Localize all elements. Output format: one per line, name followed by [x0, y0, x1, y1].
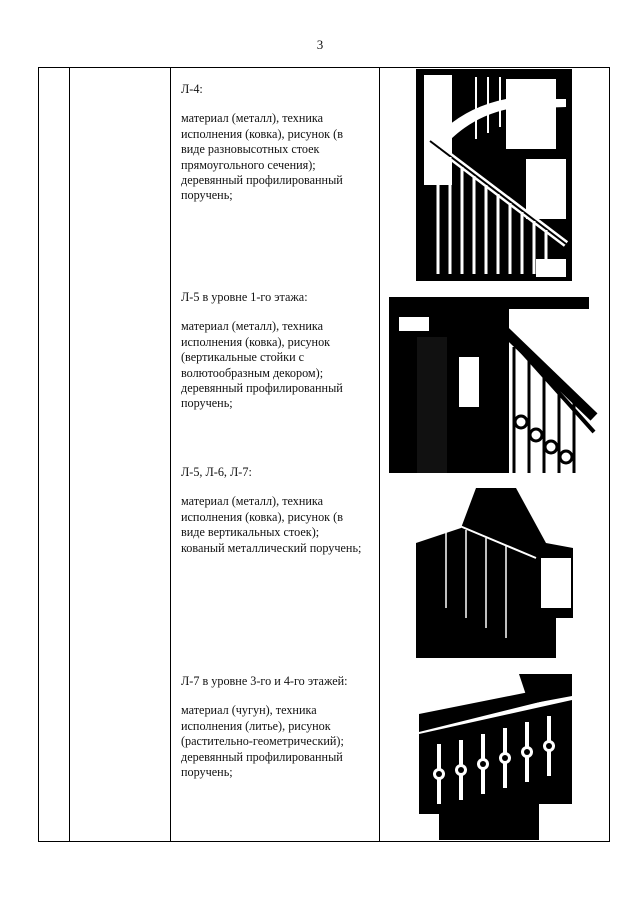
staircase-railing-photo: [389, 297, 598, 473]
description-line: материал (металл), техника: [181, 111, 324, 126]
railing-entry-l5-floor1: [181, 290, 374, 412]
railing-entry-l5-l6-l7: [181, 465, 374, 556]
staircase-railing-photo: [416, 488, 573, 658]
entry-label: Л-4:: [181, 82, 203, 96]
railing-entry-l4: [181, 82, 374, 204]
entry-label: Л-7 в уровне 3-го и 4-го этажей:: [181, 674, 348, 688]
entry-label: Л-5 в уровне 1-го этажа:: [181, 290, 308, 304]
column-divider: [170, 68, 171, 841]
description-line: материал (чугун), техника: [181, 703, 317, 718]
description-line: виде разновысотных стоек: [181, 142, 320, 157]
description-line: поручень;: [181, 188, 233, 203]
description-line: деревянный профилированный: [181, 749, 343, 764]
description-line: виде вертикальных стоек);: [181, 525, 320, 540]
description-line: деревянный профилированный: [181, 381, 343, 396]
description-line: (вертикальные стойки с: [181, 350, 305, 365]
entry-description: [181, 494, 374, 556]
description-line: поручень;: [181, 396, 233, 411]
description-line: поручень;: [181, 765, 233, 780]
entry-description: [181, 111, 374, 203]
railing-entry-l7-floors3-4: [181, 674, 374, 780]
page-number: 3: [316, 37, 324, 52]
description-line: исполнения (литье), рисунок: [181, 718, 331, 733]
staircase-railing-photo: [419, 674, 572, 840]
column-divider: [379, 68, 380, 841]
column-divider: [69, 68, 70, 841]
description-line: исполнения (ковка), рисунок: [181, 334, 331, 349]
description-line: кованый металлический поручень;: [181, 540, 362, 555]
entry-label: Л-5, Л-6, Л-7:: [181, 465, 252, 479]
description-line: материал (металл), техника: [181, 319, 324, 334]
entry-description: [181, 703, 374, 780]
entry-description: [181, 319, 374, 411]
description-line: волютообразным декором);: [181, 365, 324, 380]
description-line: материал (металл), техника: [181, 494, 324, 509]
description-line: исполнения (ковка), рисунок (в: [181, 126, 343, 141]
description-line: (растительно-геометрический);: [181, 734, 344, 749]
staircase-railing-photo: [416, 69, 572, 281]
description-line: исполнения (ковка), рисунок (в: [181, 509, 343, 524]
description-line: прямоугольного сечения);: [181, 157, 316, 172]
description-line: деревянный профилированный: [181, 173, 343, 188]
